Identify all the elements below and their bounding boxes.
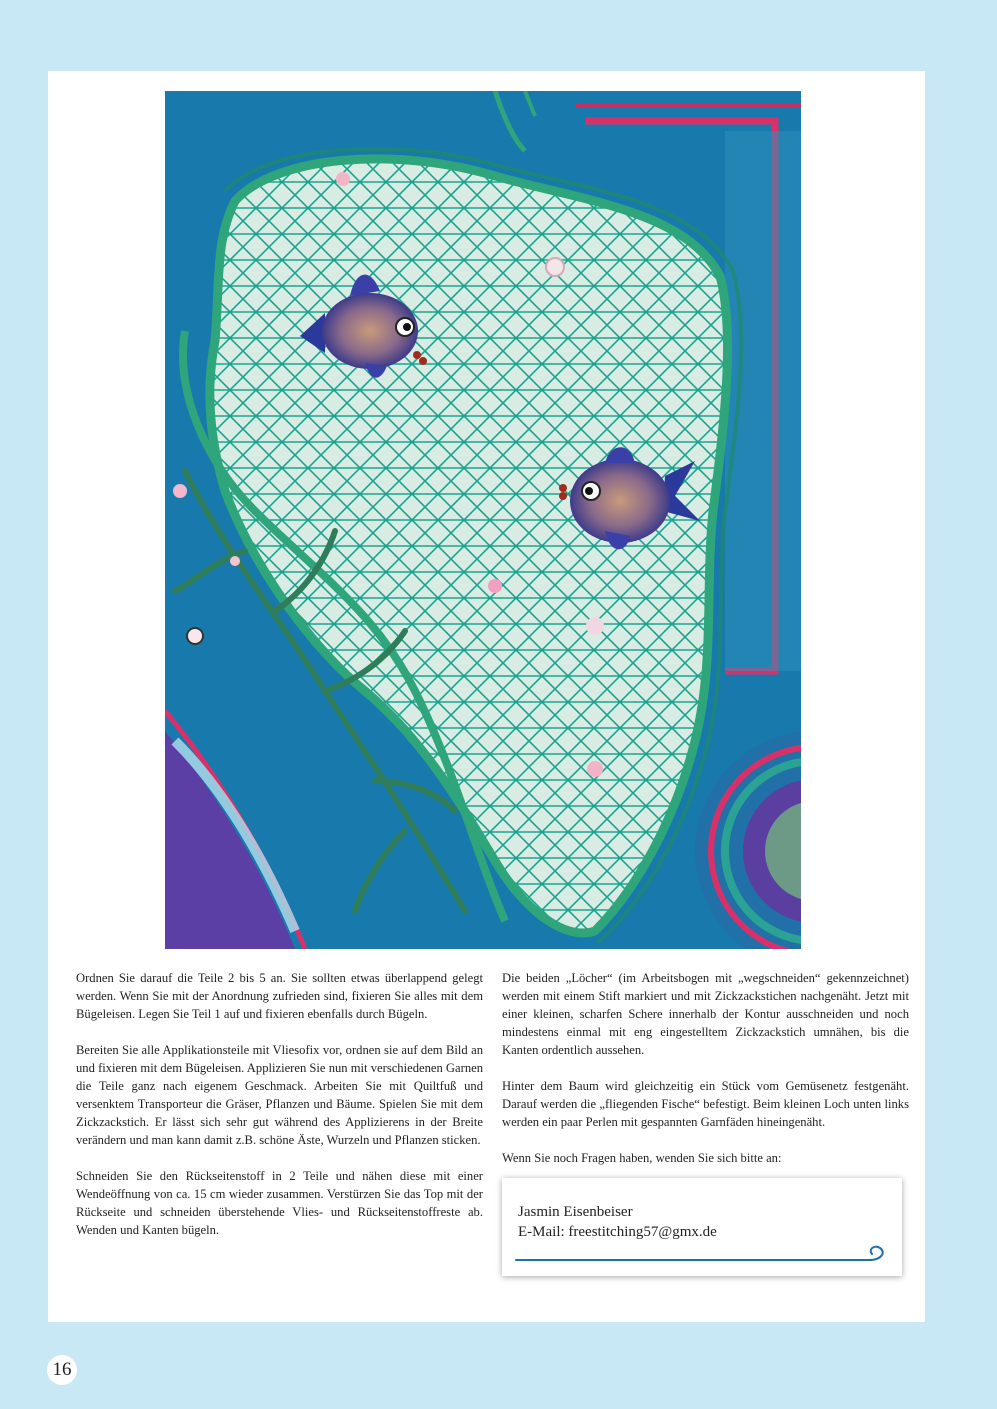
left-paragraph-2: Bereiten Sie alle Applikationsteile mit Vliesofix vor, ordnen sie auf dem Bild an und fixieren mit dem Bügeleisen. Applizieren Sie nun mit verschiedenen Garnen die Teile ganz nach eigenem Geschmack. Arbeiten Sie mit Quiltfuß und versenktem Transporteur die Gräser, Pflanzen und Bäume. Spielen Sie mit dem Zickzackstich. Er lässt sich sehr gut während des Applizierens in der Breite verändern und man kann damit z.B. schöne Äste, Wurzeln und Pflanzen sticken.	[76, 1043, 483, 1147]
contact-name: Jasmin Eisenbeiser	[518, 1204, 633, 1220]
left-text-column	[76, 969, 483, 1257]
left-paragraph-1: Ordnen Sie darauf die Teile 2 bis 5 an. Sie sollten etwas überlappend gelegt werden. Wenn Sie mit der Anordnung zufrieden sind, fixieren Sie alles mit dem Bügeleisen. Legen Sie Teil 1 auf und fixieren ebenfalls durch Bügeln.	[76, 971, 483, 1021]
page-number: 16	[47, 1355, 77, 1385]
contact-box	[502, 1178, 902, 1276]
right-paragraph-2: Hinter dem Baum wird gleichzeitig ein Stück vom Gemüsenetz festgenäht. Darauf werden die „fliegenden Fische“ befestigt. Beim kleinen Loch unten links werden ein paar Perlen mit gespannten Garnfäden hineingenäht.	[502, 1079, 909, 1129]
contact-email[interactable]: E-Mail: freestitching57@gmx.de	[518, 1224, 717, 1240]
applique-photo	[165, 91, 801, 949]
swirl-underline-icon	[514, 1238, 894, 1268]
left-paragraph-3: Schneiden Sie den Rückseitenstoff in 2 Teile und nähen diese mit einer Wendeöffnung von ca. 15 cm wieder zusammen. Verstürzen Sie das Top mit der Rückseite und schneiden überstehende Vlies- und Rückseitenstoffreste ab. Wenden und Kanten bügeln.	[76, 1169, 483, 1237]
right-paragraph-1: Die beiden „Löcher“ (im Arbeitsbogen mit „wegschneiden“ gekennzeichnet) werden mit einem Stift markiert und mit Zickzackstichen nachgenäht. Jetzt mit einer kleinen, scharfen Schere innerhalb der Kontur ausschneiden und noch mindestens einmal mit eng eingestelltem Zickzackstich umnähen, bis die Kanten ordentlich aussehen.	[502, 971, 909, 1057]
right-text-column	[502, 969, 909, 1185]
right-paragraph-3: Wenn Sie noch Fragen haben, wenden Sie sich bitte an:	[502, 1151, 782, 1165]
page-sheet	[48, 71, 925, 1322]
